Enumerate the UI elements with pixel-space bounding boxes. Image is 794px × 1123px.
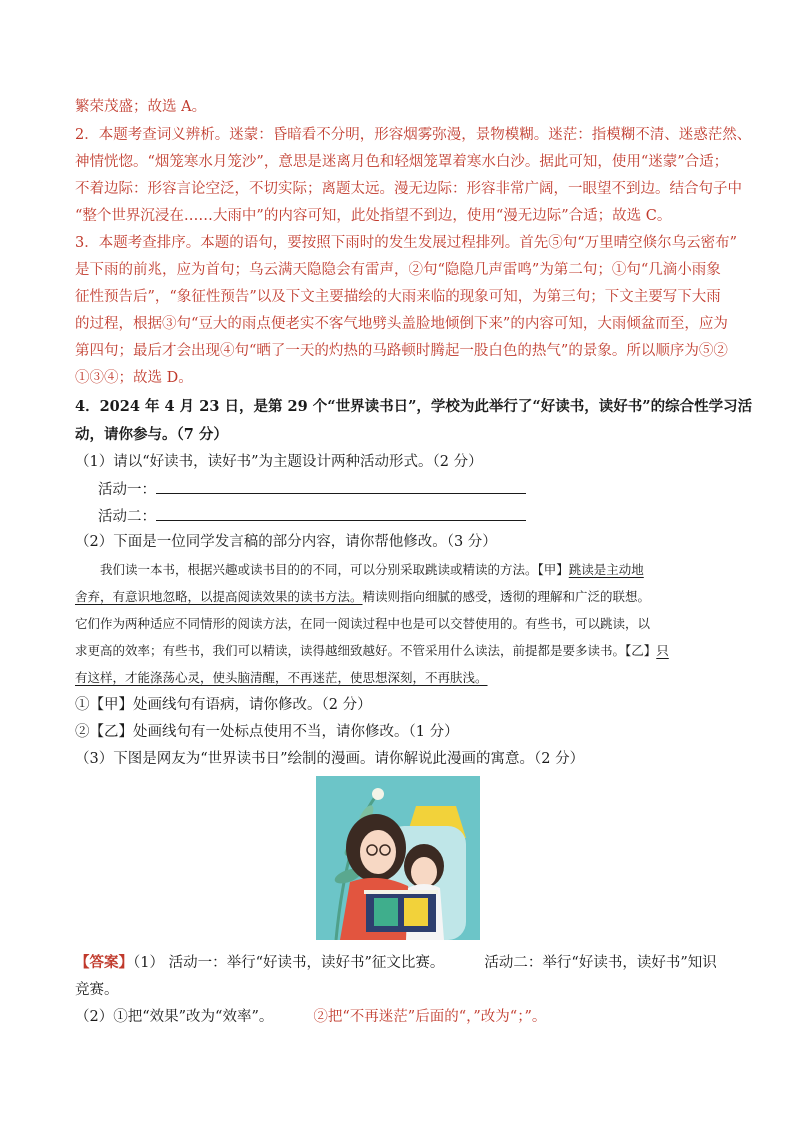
passage-text: 我们读一本书，根据兴趣或读书目的的不同，可以分别采取跳读或精读的方法。【甲】	[100, 562, 569, 577]
answer-text: （2）①把“效果”改为“效率”。	[75, 1009, 274, 1025]
answer-text: ②把“不再迷茫”后面的“，”改为“；”。	[313, 1009, 547, 1025]
sub-question-1: （1）请以“好读书，读好书”为主题设计两种活动形式。（2 分）	[75, 454, 483, 470]
passage-line: 它们作为两种适应不同情形的阅读方法，在同一阅读过程中也是可以交替使用的。有些书，可以跳读，以	[75, 616, 651, 631]
correction-item-1: ①【甲】处画线句有语病，请你修改。（2 分）	[75, 697, 372, 713]
answer-row-1-cont: 竞赛。	[75, 982, 119, 998]
passage-line	[75, 587, 735, 607]
answer-line: 的过程，根据③句“豆大的雨点便老实不客气地劈头盖脸地倾倒下来”的内容可知，大雨倾盆而至，应为	[75, 316, 728, 332]
answer-tag: 【答案】	[75, 954, 133, 971]
underlined-sentence-yi: 只	[656, 643, 669, 658]
correction-item-2: ②【乙】处画线句有一处标点使用不当，请你修改。（1 分）	[75, 724, 459, 740]
passage-line	[75, 668, 735, 688]
activity-one-row	[98, 479, 758, 500]
activity-two-row	[98, 506, 758, 527]
question-4-title-cont: 动，请你参与。（7 分）	[75, 426, 228, 443]
answer-line: 神情恍惚。“烟笼寒水月笼沙”，意思是迷离月色和轻烟笼罩着寒水白沙。据此可知，使用“迷蒙”合适；	[75, 154, 729, 170]
underlined-sentence-yi: 有这样，才能涤荡心灵，使头脑清醒，不再迷茫，使思想深刻，不再肤浅。	[75, 670, 488, 685]
answer-line: 繁荣茂盛；故选 A。	[75, 99, 207, 115]
question-4-title: 4．2024 年 4 月 23 日，是第 29 个“世界读书日”，学校为此举行了“好读书，读好书”的综合性学习活	[75, 398, 753, 415]
activity-one-blank[interactable]	[156, 479, 526, 494]
answer-line: 2．本题考查词义辨析。迷蒙：昏暗看不分明，形容烟雾弥漫，景物模糊。迷茫：指模糊不清、迷惑茫然、	[75, 127, 752, 143]
answer-line: ①③④；故选 D。	[75, 370, 193, 386]
answer-line: 不着边际：形容言论空泛，不切实际；离题太远。漫无边际：形容非常广阔，一眼望不到边。结合句子中	[75, 181, 742, 197]
answer-line: “整个世界沉浸在……大雨中”的内容可知，此处指望不到边，使用“漫无边际”合适；故选 C。	[75, 208, 672, 224]
activity-two-blank[interactable]	[156, 506, 526, 521]
answer-text: （1） 活动一：举行“好读书，读好书”征文比赛。	[133, 955, 445, 971]
activity-two-label: 活动二：	[98, 509, 156, 525]
answer-line: 征性预告后”，“象征性预告”以及下文主要描绘的大雨来临的现象可知，为第三句；下文主要写下大雨	[75, 289, 721, 305]
underlined-sentence-jia: 跳读是主动地	[568, 562, 644, 577]
answer-row-1	[75, 953, 735, 973]
answer-line: 第四句；最后才会出现④句“晒了一天的灼热的马路顿时腾起一股白色的热气”的景象。所以顺序为⑤②	[75, 343, 728, 359]
passage-text: 求更高的效率；有些书，我们可以精读，读得越细致越好。不管采用什么读法，前提都是要多读书。【乙】	[75, 643, 657, 658]
answer-text: 活动二：举行“好读书，读好书”知识	[484, 955, 717, 971]
answer-line: 3．本题考查排序。本题的语句，要按照下雨时的发生发展过程排列。首先⑤句“万里晴空倏尔乌云密布”	[75, 235, 738, 251]
sub-question-3: （3）下图是网友为“世界读书日”绘制的漫画。请你解说此漫画的寓意。（2 分）	[75, 751, 585, 767]
sub-question-2: （2）下面是一位同学发言稿的部分内容，请你帮他修改。（3 分）	[75, 534, 497, 550]
underlined-sentence-jia: 舍弃，有意识地忽略，以提高阅读效果的读书方法。	[75, 589, 363, 604]
answer-row-2	[75, 1007, 735, 1027]
answer-line: 是下雨的前兆，应为首句；乌云满天隐隐会有雷声，②句“隐隐几声雷鸣”为第二句；①句“几滴小雨象	[75, 262, 721, 278]
passage-text: 精读则指向细腻的感受，透彻的理解和广泛的联想。	[362, 589, 651, 604]
activity-one-label: 活动一：	[98, 482, 156, 498]
passage-line	[100, 560, 760, 580]
passage-line	[75, 641, 735, 661]
reading-comic-illustration	[316, 776, 480, 940]
